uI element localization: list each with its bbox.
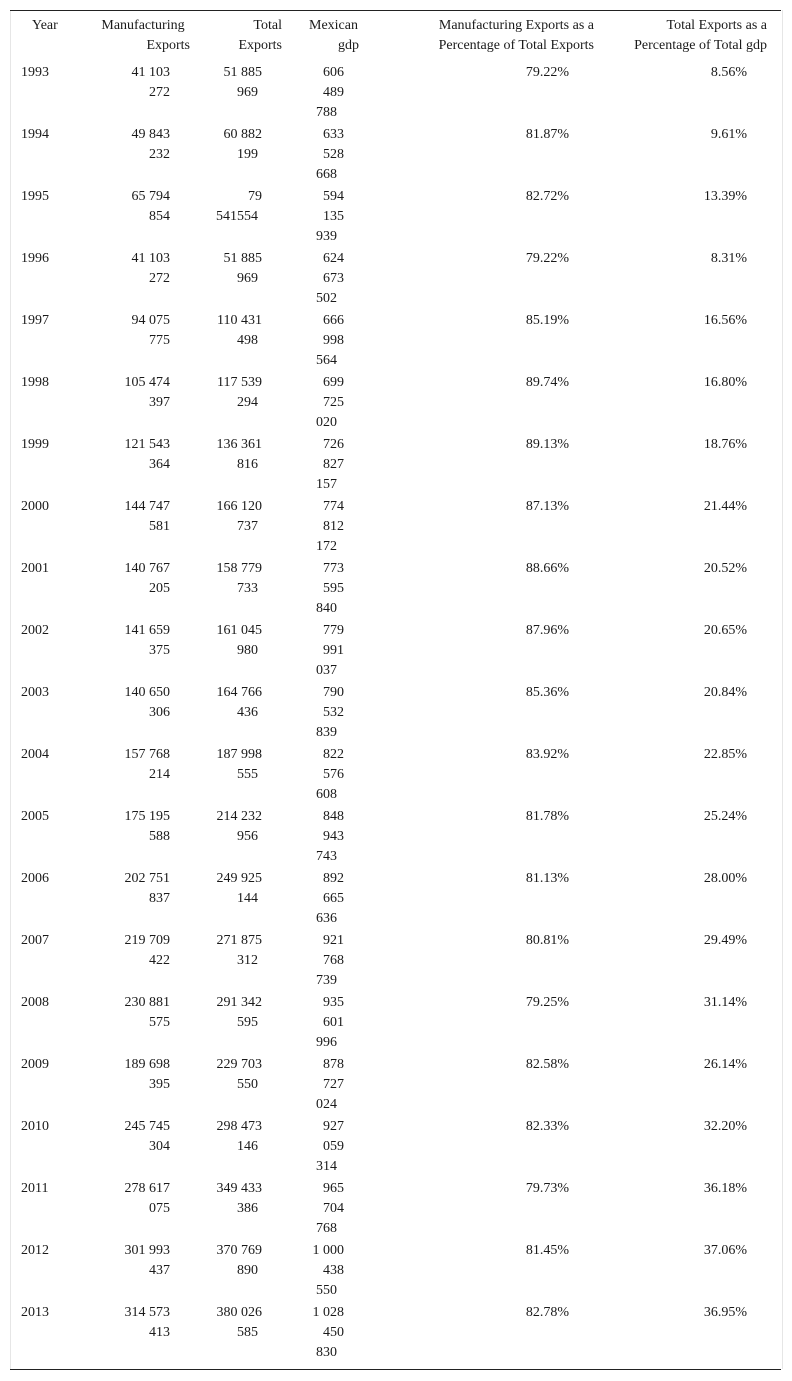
cell-gdp [300, 497, 344, 557]
cell-tot-line: 550 [237, 1077, 258, 1092]
cell-mfg [100, 1055, 170, 1095]
cell-year: 2001 [21, 561, 49, 576]
cell-tot [190, 559, 262, 599]
cell-mfg [100, 621, 170, 661]
cell-gdp [300, 1117, 344, 1177]
cell-pm: 82.58% [525, 1057, 569, 1072]
cell-gdp-line: 878 [323, 1057, 344, 1072]
cell-tot [190, 1055, 262, 1095]
cell-mfg [100, 125, 170, 165]
cell-tot-line: 370 769 [216, 1243, 262, 1258]
cell-gdp [300, 993, 344, 1053]
cell-tot-line: 595 [237, 1015, 258, 1030]
cell-year: 2002 [21, 623, 49, 638]
cell-mfg [100, 1241, 170, 1281]
cell-pm: 82.72% [525, 189, 569, 204]
cell-gdp-line: 935 [323, 995, 344, 1010]
cell-gdp-line: 528 [323, 147, 344, 162]
cell-pt: 8.56% [710, 65, 747, 80]
cell-pt: 16.56% [703, 313, 747, 328]
header-year [32, 16, 72, 36]
cell-mfg-line: 219 709 [124, 933, 170, 948]
cell-tot-line: 271 875 [216, 933, 262, 948]
cell-mfg-line: 175 195 [124, 809, 170, 824]
cell-mfg [100, 63, 170, 103]
cell-pt: 32.20% [703, 1119, 747, 1134]
cell-tot-line: 291 342 [216, 995, 262, 1010]
cell-tot [190, 63, 262, 103]
cell-tot-line: 733 [237, 581, 258, 596]
cell-year: 1994 [21, 127, 49, 142]
cell-mfg-line: 272 [149, 85, 170, 100]
cell-pt: 25.24% [703, 809, 747, 824]
cell-gdp-line: 743 [316, 849, 337, 864]
cell-year: 1995 [21, 189, 49, 204]
cell-tot-line: 166 120 [216, 499, 262, 514]
cell-mfg-line: 141 659 [124, 623, 170, 638]
cell-tot [190, 187, 262, 227]
cell-tot [190, 1241, 262, 1281]
cell-gdp-line: 773 [323, 561, 344, 576]
cell-gdp-line: 665 [323, 891, 344, 906]
cell-tot-line: 144 [237, 891, 258, 906]
cell-pm: 79.25% [525, 995, 569, 1010]
cell-pt: 28.00% [703, 871, 747, 886]
cell-gdp-line: 666 [323, 313, 344, 328]
cell-gdp-line: 921 [323, 933, 344, 948]
cell-tot-line: 386 [237, 1201, 258, 1216]
cell-gdp-line: 790 [323, 685, 344, 700]
cell-pm: 89.74% [525, 375, 569, 390]
cell-pm: 89.13% [525, 437, 569, 452]
cell-gdp [300, 435, 344, 495]
cell-tot-line: 890 [237, 1263, 258, 1278]
cell-gdp [300, 683, 344, 743]
cell-year: 2006 [21, 871, 49, 886]
cell-tot-line: 298 473 [216, 1119, 262, 1134]
cell-tot-line: 294 [237, 395, 258, 410]
header-pt-line: Percentage of Total gdp [634, 38, 767, 53]
cell-gdp-line: 595 [323, 581, 344, 596]
cell-pt: 8.31% [710, 251, 747, 266]
header-tot-line: Total [253, 18, 282, 33]
cell-mfg-line: 837 [149, 891, 170, 906]
cell-mfg-line: 588 [149, 829, 170, 844]
cell-gdp-line: 020 [316, 415, 337, 430]
header-pm [412, 16, 594, 56]
header-gdp-line: Mexican [309, 18, 358, 33]
cell-tot [190, 497, 262, 537]
cell-gdp-line: 135 [323, 209, 344, 224]
cell-mfg [100, 497, 170, 537]
cell-tot-line: 737 [237, 519, 258, 534]
table-top-rule [10, 10, 781, 11]
cell-gdp [300, 807, 344, 867]
cell-pm: 85.19% [525, 313, 569, 328]
cell-mfg [100, 745, 170, 785]
cell-mfg-line: 304 [149, 1139, 170, 1154]
cell-mfg-line: 245 745 [124, 1119, 170, 1134]
cell-gdp [300, 311, 344, 371]
cell-tot-line: 349 433 [216, 1181, 262, 1196]
cell-mfg-line: 140 650 [124, 685, 170, 700]
cell-gdp-line: 996 [316, 1035, 337, 1050]
cell-gdp [300, 249, 344, 309]
header-tot [218, 16, 282, 56]
cell-tot [190, 807, 262, 847]
cell-mfg [100, 993, 170, 1033]
cell-gdp [300, 63, 344, 123]
cell-gdp-line: 502 [316, 291, 337, 306]
cell-pm: 81.13% [525, 871, 569, 886]
cell-mfg-line: 272 [149, 271, 170, 286]
header-gdp [309, 16, 369, 56]
cell-pt: 20.52% [703, 561, 747, 576]
cell-tot-line: 585 [237, 1325, 258, 1340]
cell-mfg-line: 854 [149, 209, 170, 224]
cell-gdp-line: 998 [323, 333, 344, 348]
cell-gdp-line: 1 028 [312, 1305, 344, 1320]
cell-gdp-line: 704 [323, 1201, 344, 1216]
cell-year: 2005 [21, 809, 49, 824]
cell-mfg-line: 202 751 [124, 871, 170, 886]
cell-mfg-line: 278 617 [124, 1181, 170, 1196]
cell-tot [190, 869, 262, 909]
cell-pt: 9.61% [710, 127, 747, 142]
cell-gdp-line: 725 [323, 395, 344, 410]
cell-gdp-line: 822 [323, 747, 344, 762]
cell-gdp [300, 373, 344, 433]
cell-tot-line: 136 361 [216, 437, 262, 452]
cell-tot-line: 199 [237, 147, 258, 162]
cell-gdp-line: 024 [316, 1097, 337, 1112]
cell-pm: 83.92% [525, 747, 569, 762]
cell-pt: 36.95% [703, 1305, 747, 1320]
cell-year: 1996 [21, 251, 49, 266]
cell-pt: 31.14% [703, 995, 747, 1010]
header-pm-line: Manufacturing Exports as a [438, 18, 594, 33]
cell-pm: 82.33% [525, 1119, 569, 1134]
cell-gdp-line: 606 [323, 65, 344, 80]
cell-gdp-line: 848 [323, 809, 344, 824]
cell-mfg-line: 422 [149, 953, 170, 968]
cell-tot-line: 79 [248, 189, 262, 204]
cell-gdp-line: 768 [316, 1221, 337, 1236]
cell-gdp-line: 624 [323, 251, 344, 266]
cell-gdp-line: 827 [323, 457, 344, 472]
cell-tot-line: 164 766 [216, 685, 262, 700]
cell-mfg-line: 397 [149, 395, 170, 410]
cell-tot-line: 117 539 [217, 375, 262, 390]
cell-tot-line: 980 [237, 643, 258, 658]
cell-mfg-line: 214 [149, 767, 170, 782]
cell-tot-line: 249 925 [216, 871, 262, 886]
cell-pt: 37.06% [703, 1243, 747, 1258]
cell-gdp-line: 532 [323, 705, 344, 720]
cell-gdp-line: 991 [323, 643, 344, 658]
cell-gdp-line: 839 [316, 725, 337, 740]
cell-tot [190, 745, 262, 785]
cell-mfg-line: 105 474 [124, 375, 170, 390]
cell-gdp-line: 450 [323, 1325, 344, 1340]
cell-mfg [100, 869, 170, 909]
cell-tot [190, 125, 262, 165]
cell-pm: 85.36% [525, 685, 569, 700]
cell-mfg-line: 437 [149, 1263, 170, 1278]
cell-gdp-line: 779 [323, 623, 344, 638]
cell-year: 1997 [21, 313, 49, 328]
header-mfg-line: Manufacturing [101, 18, 185, 33]
cell-tot-line: 158 779 [216, 561, 262, 576]
cell-tot-line: 161 045 [216, 623, 262, 638]
cell-gdp-line: 788 [316, 105, 337, 120]
cell-year: 1993 [21, 65, 49, 80]
cell-pm: 87.13% [525, 499, 569, 514]
header-mfg-line: Exports [146, 38, 190, 53]
cell-pm: 81.45% [525, 1243, 569, 1258]
cell-mfg-line: 581 [149, 519, 170, 534]
cell-mfg [100, 311, 170, 351]
cell-mfg-line: 41 103 [131, 251, 170, 266]
cell-gdp-line: 840 [316, 601, 337, 616]
cell-gdp [300, 869, 344, 929]
cell-pm: 82.78% [525, 1305, 569, 1320]
cell-gdp-line: 812 [323, 519, 344, 534]
cell-tot [190, 931, 262, 971]
cell-tot-line: 541554 [216, 209, 258, 224]
cell-gdp [300, 1055, 344, 1115]
cell-year: 1999 [21, 437, 49, 452]
cell-mfg-line: 232 [149, 147, 170, 162]
cell-pt: 22.85% [703, 747, 747, 762]
cell-year: 2008 [21, 995, 49, 1010]
cell-tot-line: 498 [237, 333, 258, 348]
cell-gdp-line: 059 [323, 1139, 344, 1154]
cell-tot-line: 969 [237, 85, 258, 100]
cell-mfg-line: 413 [149, 1325, 170, 1340]
cell-pm: 81.78% [525, 809, 569, 824]
cell-pt: 29.49% [703, 933, 747, 948]
cell-tot-line: 60 882 [223, 127, 262, 142]
cell-gdp-line: 636 [316, 911, 337, 926]
cell-tot [190, 435, 262, 475]
cell-year: 2012 [21, 1243, 49, 1258]
cell-mfg-line: 205 [149, 581, 170, 596]
cell-tot-line: 380 026 [216, 1305, 262, 1320]
cell-mfg-line: 375 [149, 643, 170, 658]
header-year-line: Year [32, 18, 58, 33]
cell-mfg-line: 395 [149, 1077, 170, 1092]
cell-tot-line: 51 885 [223, 251, 262, 266]
cell-mfg-line: 575 [149, 1015, 170, 1030]
cell-mfg-line: 49 843 [131, 127, 170, 142]
cell-mfg-line: 314 573 [124, 1305, 170, 1320]
cell-gdp-line: 601 [323, 1015, 344, 1030]
cell-gdp-line: 943 [323, 829, 344, 844]
cell-gdp-line: 927 [323, 1119, 344, 1134]
cell-year: 2004 [21, 747, 49, 762]
cell-mfg-line: 140 767 [124, 561, 170, 576]
cell-tot-line: 312 [237, 953, 258, 968]
cell-tot-line: 969 [237, 271, 258, 286]
cell-mfg [100, 1117, 170, 1157]
cell-mfg-line: 65 794 [131, 189, 170, 204]
cell-year: 2010 [21, 1119, 49, 1134]
cell-pm: 80.81% [525, 933, 569, 948]
cell-tot-line: 214 232 [216, 809, 262, 824]
cell-mfg [100, 683, 170, 723]
cell-mfg-line: 144 747 [124, 499, 170, 514]
cell-gdp-line: 608 [316, 787, 337, 802]
cell-gdp-line: 726 [323, 437, 344, 452]
cell-year: 2000 [21, 499, 49, 514]
header-pt-line: Total Exports as a [666, 18, 767, 33]
cell-mfg-line: 306 [149, 705, 170, 720]
cell-gdp-line: 564 [316, 353, 337, 368]
cell-gdp [300, 187, 344, 247]
cell-gdp-line: 550 [316, 1283, 337, 1298]
cell-gdp-line: 438 [323, 1263, 344, 1278]
cell-gdp [300, 745, 344, 805]
cell-gdp-line: 1 000 [312, 1243, 344, 1258]
cell-tot-line: 110 431 [217, 313, 262, 328]
cell-gdp-line: 699 [323, 375, 344, 390]
cell-gdp [300, 1303, 344, 1363]
cell-gdp [300, 621, 344, 681]
cell-pm: 81.87% [525, 127, 569, 142]
cell-mfg-line: 364 [149, 457, 170, 472]
cell-tot-line: 956 [237, 829, 258, 844]
cell-pt: 21.44% [703, 499, 747, 514]
cell-gdp [300, 559, 344, 619]
cell-pm: 87.96% [525, 623, 569, 638]
cell-mfg-line: 121 543 [124, 437, 170, 452]
cell-gdp-line: 892 [323, 871, 344, 886]
cell-year: 1998 [21, 375, 49, 390]
cell-gdp-line: 668 [316, 167, 337, 182]
cell-mfg [100, 1179, 170, 1219]
cell-pt: 16.80% [703, 375, 747, 390]
cell-tot-line: 146 [237, 1139, 258, 1154]
header-tot-line: Exports [238, 38, 282, 53]
cell-gdp-line: 965 [323, 1181, 344, 1196]
cell-tot-line: 555 [237, 767, 258, 782]
cell-gdp [300, 1179, 344, 1239]
cell-tot-line: 229 703 [216, 1057, 262, 1072]
cell-year: 2013 [21, 1305, 49, 1320]
cell-mfg-line: 075 [149, 1201, 170, 1216]
cell-pm: 88.66% [525, 561, 569, 576]
cell-gdp-line: 633 [323, 127, 344, 142]
cell-pt: 36.18% [703, 1181, 747, 1196]
cell-tot [190, 311, 262, 351]
cell-gdp-line: 830 [316, 1345, 337, 1360]
cell-tot [190, 1117, 262, 1157]
cell-gdp-line: 314 [316, 1159, 337, 1174]
cell-gdp-line: 594 [323, 189, 344, 204]
cell-pt: 20.84% [703, 685, 747, 700]
cell-year: 2007 [21, 933, 49, 948]
cell-gdp-line: 172 [316, 539, 337, 554]
cell-mfg [100, 1303, 170, 1343]
cell-pt: 20.65% [703, 623, 747, 638]
cell-pt: 13.39% [703, 189, 747, 204]
cell-pt: 26.14% [703, 1057, 747, 1072]
cell-pm: 79.73% [525, 1181, 569, 1196]
cell-gdp-line: 774 [323, 499, 344, 514]
cell-gdp [300, 931, 344, 991]
cell-tot-line: 51 885 [223, 65, 262, 80]
cell-year: 2009 [21, 1057, 49, 1072]
cell-mfg [100, 435, 170, 475]
cell-tot [190, 1303, 262, 1343]
cell-gdp-line: 157 [316, 477, 337, 492]
cell-pm: 79.22% [525, 65, 569, 80]
cell-tot-line: 436 [237, 705, 258, 720]
cell-pm: 79.22% [525, 251, 569, 266]
cell-tot [190, 249, 262, 289]
cell-tot [190, 1179, 262, 1219]
header-pm-line: Percentage of Total Exports [438, 38, 594, 53]
cell-tot [190, 993, 262, 1033]
cell-mfg [100, 559, 170, 599]
cell-tot [190, 621, 262, 661]
cell-tot-line: 816 [237, 457, 258, 472]
cell-mfg [100, 249, 170, 289]
cell-year: 2011 [21, 1181, 49, 1196]
cell-gdp-line: 739 [316, 973, 337, 988]
cell-mfg-line: 94 075 [131, 313, 170, 328]
cell-mfg [100, 807, 170, 847]
cell-mfg-line: 775 [149, 333, 170, 348]
cell-tot [190, 373, 262, 413]
cell-gdp-line: 727 [323, 1077, 344, 1092]
cell-mfg-line: 41 103 [131, 65, 170, 80]
cell-mfg-line: 157 768 [124, 747, 170, 762]
cell-gdp [300, 125, 344, 185]
table-bottom-rule [10, 1369, 781, 1370]
cell-gdp-line: 673 [323, 271, 344, 286]
cell-mfg-line: 301 993 [124, 1243, 170, 1258]
cell-tot [190, 683, 262, 723]
cell-gdp-line: 489 [323, 85, 344, 100]
cell-tot-line: 187 998 [216, 747, 262, 762]
cell-gdp-line: 768 [323, 953, 344, 968]
header-pt [612, 16, 767, 56]
cell-mfg [100, 931, 170, 971]
cell-mfg [100, 373, 170, 413]
cell-gdp-line: 939 [316, 229, 337, 244]
cell-pt: 18.76% [703, 437, 747, 452]
cell-year: 2003 [21, 685, 49, 700]
cell-mfg-line: 189 698 [124, 1057, 170, 1072]
cell-gdp-line: 576 [323, 767, 344, 782]
cell-gdp [300, 1241, 344, 1301]
cell-mfg-line: 230 881 [124, 995, 170, 1010]
header-mfg [96, 16, 190, 56]
header-gdp-line: gdp [338, 38, 359, 53]
cell-gdp-line: 037 [316, 663, 337, 678]
cell-mfg [100, 187, 170, 227]
